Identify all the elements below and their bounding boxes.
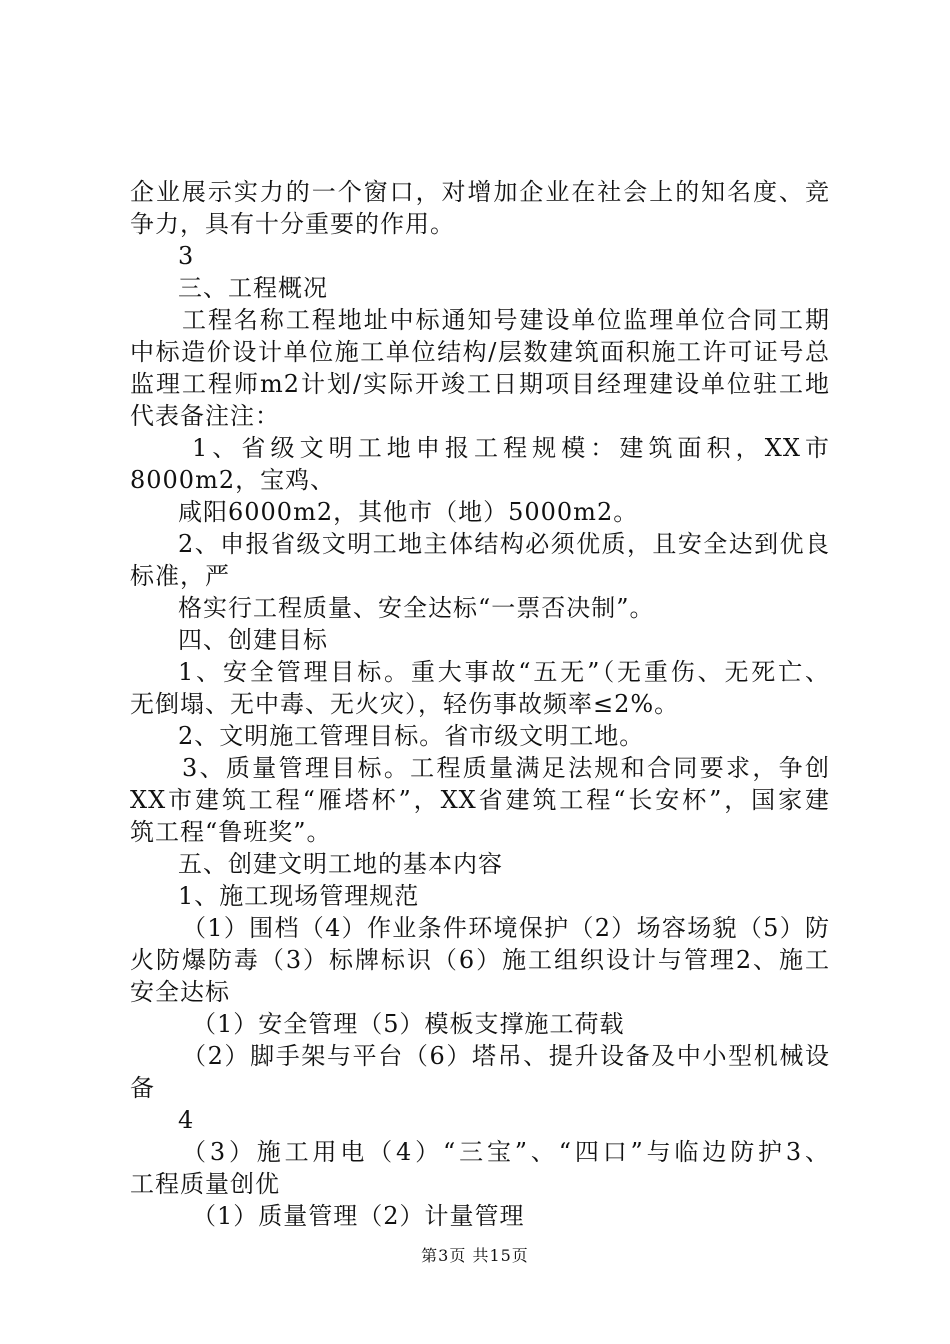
- paragraph-line: 安全达标: [130, 978, 230, 1006]
- paragraph-line: （3）施工用电（4）“三宝”、“四口”与临边防护3、: [182, 1138, 830, 1166]
- paragraph-line: XX市建筑工程“雁塔杯”，XX省建筑工程“长安杯”，国家建: [130, 786, 830, 814]
- page-number-marker: 3: [178, 242, 195, 270]
- paragraph-line: （1）质量管理（2）计量管理: [192, 1202, 525, 1230]
- paragraph-line: 3、质量管理目标。工程质量满足法规和合同要求，争创: [182, 754, 830, 782]
- paragraph-line: 无倒塌、无中毒、无火灾），轻伤事故频率≤2%。: [130, 690, 680, 718]
- paragraph-line: 咸阳6000m2，其他市（地）5000m2。: [178, 498, 639, 526]
- page-number-marker: 4: [178, 1106, 195, 1134]
- paragraph-line: 中标造价设计单位施工单位结构/层数建筑面积施工许可证号总: [130, 338, 830, 366]
- paragraph-line: （2）脚手架与平台（6）塔吊、提升设备及中小型机械设: [182, 1042, 830, 1070]
- paragraph-line: 格实行工程质量、安全达标“一票否决制”。: [178, 594, 655, 622]
- paragraph-line: 1、省级文明工地申报工程规模：建筑面积，XX市: [192, 434, 830, 462]
- paragraph-line: 8000m2，宝鸡、: [130, 466, 336, 494]
- paragraph-line: 监理工程师m2计划/实际开竣工日期项目经理建设单位驻工地: [130, 370, 830, 398]
- paragraph-line: 备: [130, 1074, 155, 1102]
- paragraph-line: （1）围档（4）作业条件环境保护（2）场容场貌（5）防: [182, 914, 830, 942]
- paragraph-line: 2、申报省级文明工地主体结构必须优质，且安全达到优良: [178, 530, 830, 558]
- paragraph-line: 2、文明施工管理目标。省市级文明工地。: [178, 722, 645, 750]
- paragraph-line: 代表备注注：: [130, 402, 280, 430]
- paragraph-line: 标准，严: [130, 562, 230, 590]
- section-heading: 五、创建文明工地的基本内容: [178, 850, 503, 878]
- paragraph-line: 筑工程“鲁班奖”。: [130, 818, 332, 846]
- paragraph-line: 工程质量创优: [130, 1170, 280, 1198]
- section-heading: 三、工程概况: [178, 274, 328, 302]
- section-heading: 四、创建目标: [178, 626, 328, 654]
- subsection-heading: 1、施工现场管理规范: [178, 882, 420, 910]
- paragraph-line: 企业展示实力的一个窗口，对增加企业在社会上的知名度、竞: [130, 178, 830, 206]
- page-footer: 第3页 共15页: [421, 1246, 529, 1265]
- paragraph-line: 工程名称工程地址中标通知号建设单位监理单位合同工期: [182, 306, 830, 334]
- paragraph-line: （1）安全管理（5）模板支撑施工荷载: [192, 1010, 625, 1038]
- paragraph-line: 争力，具有十分重要的作用。: [130, 210, 455, 238]
- paragraph-line: 1、安全管理目标。重大事故“五无”（无重伤、无死亡、: [178, 658, 830, 686]
- paragraph-line: 火防爆防毒（3）标牌标识（6）施工组织设计与管理2、施工: [130, 946, 830, 974]
